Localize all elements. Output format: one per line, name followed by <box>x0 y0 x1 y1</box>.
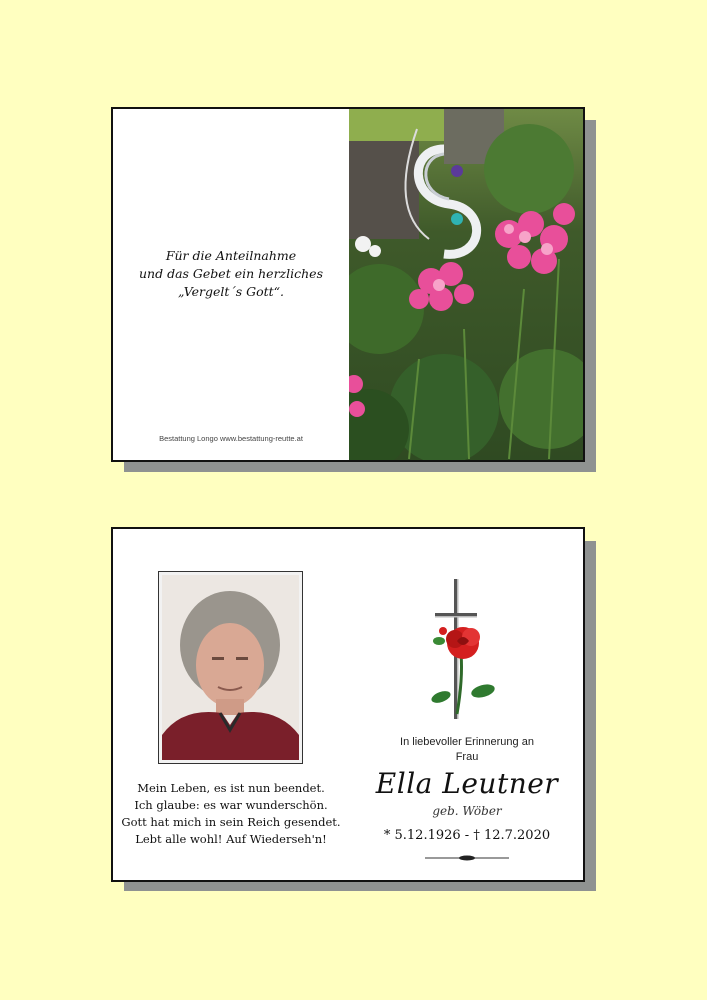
thank-you-line-2: und das Gebet ein herzliches <box>139 266 323 281</box>
memory-line: In liebevoller Erinnerung an <box>400 736 534 748</box>
portrait-frame <box>158 571 303 764</box>
life-dates: * 5.12.1926 - † 12.7.2020 <box>383 828 551 843</box>
thank-you-line-3: „Vergelt´s Gott“. <box>177 284 285 299</box>
funeral-home-credit: Bestattung Longo www.bestattung-reutte.at <box>159 434 303 443</box>
garden-flowers-photo <box>349 109 585 460</box>
poem-line-4: Lebt alle wohl! Auf Wiederseh'n! <box>135 832 327 846</box>
deceased-name: Ella Leutner <box>375 767 559 800</box>
title-line: Frau <box>455 751 479 763</box>
thank-you-line-1: Für die Anteilnahme <box>165 248 297 263</box>
ornament-divider-icon <box>425 854 509 862</box>
thank-you-message <box>113 247 349 301</box>
garden-photo-illustration <box>349 109 585 460</box>
farewell-poem <box>113 780 349 848</box>
poem-line-2: Ich glaube: es war wunderschön. <box>134 798 328 812</box>
thank-you-text-panel <box>113 109 349 460</box>
poem-line-3: Gott hat mich in sein Reich gesendet. <box>121 815 341 829</box>
poem-line-1: Mein Leben, es ist nun beendet. <box>137 781 325 795</box>
thank-you-card <box>111 107 585 462</box>
birth-name: geb. Wöber <box>432 804 502 818</box>
portrait-photo <box>162 575 299 760</box>
memorial-card <box>111 527 585 882</box>
cross-with-rose-icon <box>425 579 505 724</box>
